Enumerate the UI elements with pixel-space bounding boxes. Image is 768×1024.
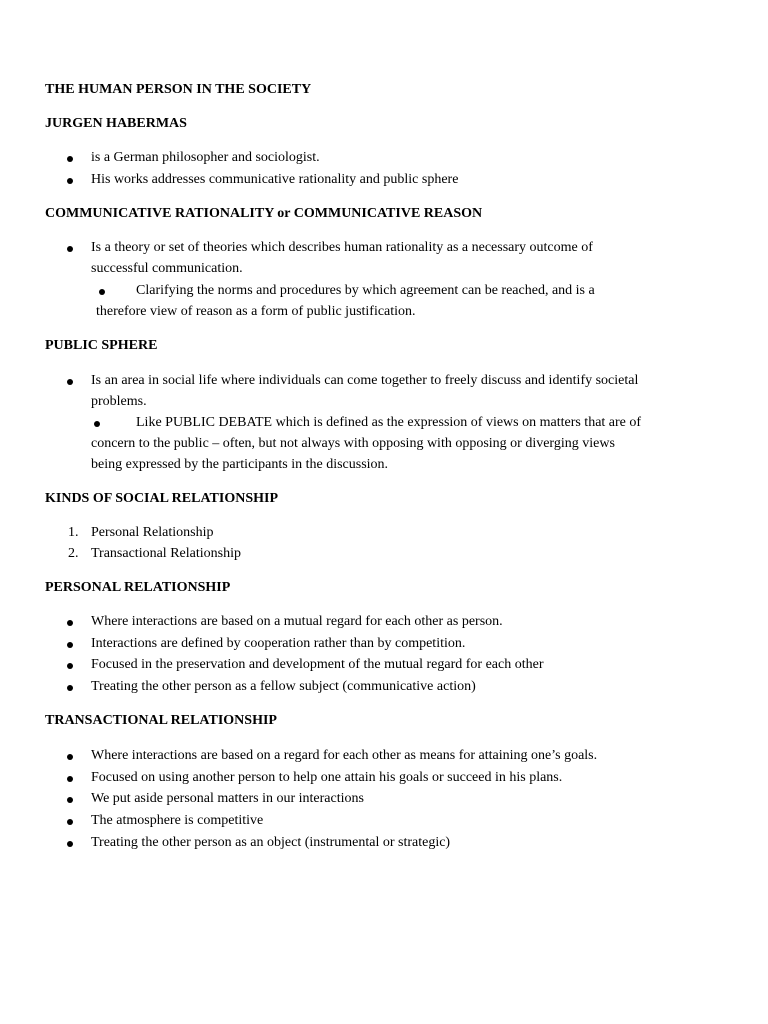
bullet-icon <box>67 642 73 648</box>
list-item-line: Is an area in social life where individuals can come together to freely discuss and identify societal <box>91 373 639 388</box>
section-heading-kinds: KINDS OF SOCIAL RELATIONSHIP <box>45 491 278 506</box>
numbered-list-item: Personal Relationship <box>91 525 214 540</box>
sub-list-item-line: therefore view of reason as a form of public justification. <box>96 304 416 319</box>
sub-list-item-line: Like PUBLIC DEBATE which is defined as the expression of views on matters that are of <box>136 415 642 430</box>
bullet-icon <box>67 620 73 626</box>
bullet-icon <box>67 797 73 803</box>
list-item: Focused on using another person to help one attain his goals or succeed in his plans. <box>91 770 563 785</box>
bullet-icon <box>67 841 73 847</box>
list-number: 2. <box>68 546 79 561</box>
list-item: is a German philosopher and sociologist. <box>91 150 320 165</box>
list-item: The atmosphere is competitive <box>91 813 264 828</box>
bullet-icon <box>67 178 73 184</box>
bullet-icon <box>67 776 73 782</box>
list-item: Focused in the preservation and development of the mutual regard for each other <box>91 657 544 672</box>
section-heading-transactional: TRANSACTIONAL RELATIONSHIP <box>45 713 277 728</box>
bullet-icon <box>67 685 73 691</box>
list-item: His works addresses communicative rationality and public sphere <box>91 172 459 187</box>
list-item: Where interactions are based on a mutual regard for each other as person. <box>91 614 503 629</box>
section-heading-communicative-rationality: COMMUNICATIVE RATIONALITY or COMMUNICATIVE REASON <box>45 206 483 221</box>
bullet-icon <box>99 289 105 295</box>
list-item: Where interactions are based on a regard for each other as means for attaining one’s goals. <box>91 748 598 763</box>
list-number: 1. <box>68 525 79 540</box>
list-item: Treating the other person as a fellow subject (communicative action) <box>91 679 476 694</box>
bullet-icon <box>67 663 73 669</box>
list-item: Interactions are defined by cooperation rather than by competition. <box>91 636 466 651</box>
section-heading-habermas: JURGEN HABERMAS <box>45 116 187 131</box>
sub-list-item-line: Clarifying the norms and procedures by which agreement can be reached, and is a <box>136 283 595 298</box>
section-heading-personal: PERSONAL RELATIONSHIP <box>45 580 231 595</box>
list-item-line: successful communication. <box>91 261 243 276</box>
numbered-list-item: Transactional Relationship <box>91 546 241 561</box>
list-item: Treating the other person as an object (instrumental or strategic) <box>91 835 451 850</box>
document-title: THE HUMAN PERSON IN THE SOCIETY <box>45 82 312 97</box>
bullet-icon <box>67 246 73 252</box>
list-item-line: Is a theory or set of theories which describes human rationality as a necessary outcome of <box>91 240 593 255</box>
bullet-icon <box>94 421 100 427</box>
sub-list-item-line: being expressed by the participants in the discussion. <box>91 457 389 472</box>
list-item-line: problems. <box>91 394 147 409</box>
bullet-icon <box>67 819 73 825</box>
section-heading-public-sphere: PUBLIC SPHERE <box>45 338 158 353</box>
bullet-icon <box>67 156 73 162</box>
bullet-icon <box>67 754 73 760</box>
list-item: We put aside personal matters in our interactions <box>91 791 364 806</box>
sub-list-item-line: concern to the public – often, but not always with opposing with opposing or diverging views <box>91 436 615 451</box>
bullet-icon <box>67 379 73 385</box>
